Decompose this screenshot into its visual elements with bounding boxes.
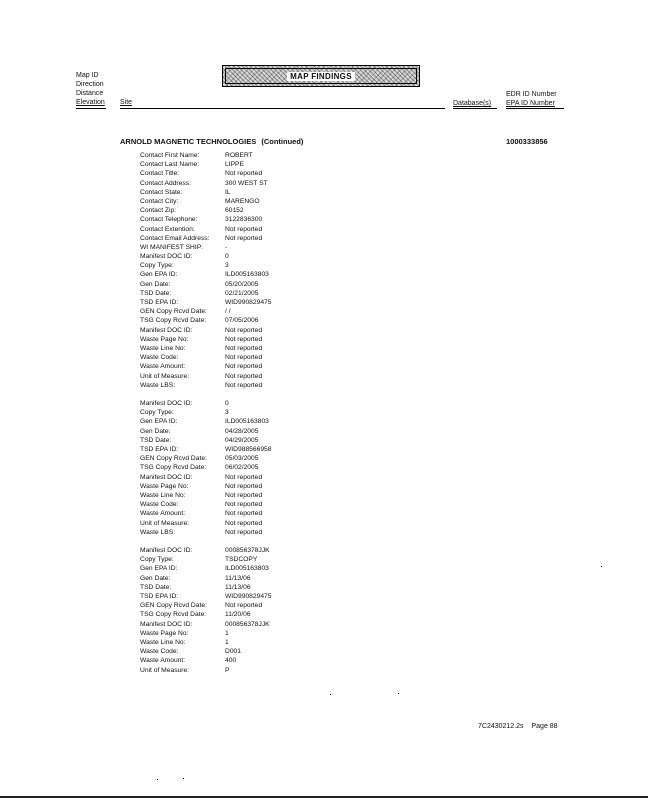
record-label: Waste LBS: — [140, 381, 176, 389]
record-row — [140, 408, 271, 417]
record-row — [140, 243, 271, 252]
record-row — [140, 307, 271, 316]
record-label: Contact State: — [140, 188, 183, 196]
record-value: / / — [225, 308, 231, 316]
record-value: ILD005163803 — [225, 271, 269, 279]
record-row — [140, 225, 271, 234]
record-label: WI MANIFEST SHIP: — [140, 243, 204, 251]
record-row — [140, 261, 271, 270]
record-label: Gen EPA ID: — [140, 565, 178, 573]
record-value: 000856378JJK — [225, 547, 270, 555]
record-row — [140, 555, 271, 564]
record-value: Not reported — [225, 602, 263, 610]
record-value: TSDCOPY — [225, 556, 258, 564]
record-label: Waste LBS: — [140, 528, 176, 536]
record-row — [140, 197, 271, 206]
record-row — [140, 399, 271, 408]
record-value: Not reported — [225, 473, 263, 481]
record-value: 11/13/06 — [225, 583, 251, 591]
record-row — [140, 638, 271, 647]
record-row — [140, 289, 271, 298]
map-id-label: Map ID — [76, 72, 99, 79]
record-row — [140, 372, 271, 381]
epa-id-label: EPA ID Number — [506, 100, 555, 107]
record-label: Waste Line No: — [140, 638, 186, 646]
record-row — [140, 335, 271, 344]
record-row — [140, 574, 271, 583]
record-label: Waste Line No: — [140, 344, 186, 352]
record-row — [140, 362, 271, 371]
record-value: Not reported — [225, 234, 263, 242]
record-value: 400 — [225, 657, 237, 665]
record-spacer — [140, 537, 271, 546]
record-row — [140, 583, 271, 592]
doc-number: 7C2430212.2s — [478, 723, 524, 730]
elevation-label: Elevation — [76, 99, 105, 106]
scan-speck — [398, 693, 399, 694]
record-label: Gen EPA ID: — [140, 271, 178, 279]
record-label: Waste Line No: — [140, 491, 186, 499]
record-label: Waste Amount: — [140, 363, 186, 371]
record-row — [140, 436, 271, 445]
record-row — [140, 234, 271, 243]
record-label: Copy Type: — [140, 556, 174, 564]
record-row — [140, 666, 271, 675]
record-label: TSD EPA ID: — [140, 299, 179, 306]
record-label: TSG Copy Rcvd Date: — [140, 464, 207, 472]
record-value: 07/05/2006 — [225, 317, 259, 325]
record-value: 05/03/2005 — [225, 455, 259, 463]
record-value: 0 — [225, 253, 229, 261]
record-value: D001 — [225, 648, 241, 656]
record-value: Not reported — [225, 170, 263, 178]
record-value: 1 — [225, 629, 229, 637]
record-value: Not reported — [225, 381, 263, 389]
record-value: 06/02/2005 — [225, 464, 259, 472]
record-row — [140, 344, 271, 353]
direction-label: Direction — [76, 81, 104, 88]
record-row — [140, 215, 271, 224]
record-value: LIPPE — [225, 161, 244, 169]
record-label: Gen EPA ID: — [140, 418, 178, 426]
record-label: Waste Amount: — [140, 510, 186, 518]
record-label: Waste Page No: — [140, 629, 189, 637]
record-label: Contact First Name: — [140, 152, 200, 159]
record-label: Contact City: — [140, 197, 179, 205]
record-value: 11/13/06 — [225, 574, 251, 582]
record-row — [140, 509, 271, 518]
record-value: 000856378JJK — [225, 620, 270, 628]
record-label: TSD Date: — [140, 583, 172, 591]
footer — [478, 723, 558, 730]
record-spacer — [140, 390, 271, 399]
record-label: Waste Code: — [140, 354, 179, 362]
record-label: Waste Page No: — [140, 482, 189, 490]
record-row — [140, 417, 271, 426]
record-value: Not reported — [225, 528, 263, 536]
record-label: TSD Date: — [140, 289, 172, 297]
header-left-labels — [76, 71, 105, 107]
database-label: Database(s) — [453, 100, 492, 107]
record-value: ROBERT — [225, 152, 253, 159]
scan-speck — [601, 566, 602, 567]
edr-id-value: 1000333856 — [506, 137, 548, 146]
record-value: Not reported — [225, 491, 263, 499]
map-findings-title-box — [222, 65, 420, 87]
record-value: 3 — [225, 262, 229, 270]
record-label: Gen Date: — [140, 574, 171, 582]
record-value: IL — [225, 188, 231, 196]
record-value: 02/21/2005 — [225, 289, 259, 297]
record-row — [140, 601, 271, 610]
record-label: Gen Date: — [140, 280, 171, 288]
record-row — [140, 610, 271, 619]
edr-id-label: EDR ID Number — [506, 91, 557, 98]
record-row — [140, 188, 271, 197]
record-label: Waste Page No: — [140, 335, 189, 343]
record-row — [140, 316, 271, 325]
site-heading — [120, 137, 303, 146]
scan-speck — [183, 778, 184, 779]
record-value: 3 — [225, 409, 229, 417]
record-row — [140, 169, 271, 178]
record-row — [140, 179, 271, 188]
distance-label: Distance — [76, 90, 104, 97]
record-value: Not reported — [225, 519, 263, 527]
record-row — [140, 326, 271, 335]
record-label: Contact Last Name: — [140, 161, 200, 169]
header-rule-left — [76, 108, 106, 109]
record-label: GEN Copy Rcvd Date: — [140, 455, 207, 463]
record-row — [140, 482, 271, 491]
record-label: Manifest DOC ID: — [140, 547, 193, 555]
record-label: GEN Copy Rcvd Date: — [140, 602, 207, 610]
record-list — [140, 151, 271, 675]
record-value: 300 WEST ST — [225, 179, 268, 187]
record-label: TSD EPA ID: — [140, 593, 179, 600]
record-label: Contact Zip: — [140, 207, 177, 215]
record-label: Contact Telephone: — [140, 216, 198, 224]
record-value: P — [225, 666, 230, 674]
record-label: TSD EPA ID: — [140, 446, 179, 453]
record-row — [140, 445, 271, 454]
record-label: Copy Type: — [140, 409, 174, 417]
record-label: Gen Date: — [140, 427, 171, 435]
record-value: 3122836300 — [225, 216, 263, 224]
record-value: Not reported — [225, 354, 263, 362]
record-label: GEN Copy Rcvd Date: — [140, 308, 207, 316]
record-value: 04/29/2005 — [225, 436, 259, 444]
record-label: Contact Title: — [140, 170, 180, 178]
record-label: Copy Type: — [140, 262, 174, 270]
record-row — [140, 280, 271, 289]
record-label: Manifest DOC ID: — [140, 473, 193, 481]
record-value: MARENGO — [225, 197, 260, 205]
record-label: Manifest DOC ID: — [140, 620, 193, 628]
record-label: TSG Copy Rcvd Date: — [140, 317, 207, 325]
page-title: MAP FINDINGS — [287, 72, 355, 81]
record-label: Contact Extention: — [140, 225, 195, 233]
record-value: Not reported — [225, 335, 263, 343]
record-value: 11/20/06 — [225, 611, 251, 619]
record-value: WID988566958 — [225, 446, 272, 453]
record-value: Not reported — [225, 510, 263, 518]
record-row — [140, 252, 271, 261]
record-value: 05/20/2005 — [225, 280, 259, 288]
record-value: Not reported — [225, 372, 263, 380]
record-row — [140, 427, 271, 436]
record-row — [140, 473, 271, 482]
record-value: ILD005163803 — [225, 565, 269, 573]
record-label: Unit of Measure: — [140, 666, 190, 674]
record-value: WID990829475 — [225, 299, 272, 306]
record-label: Contact Address: — [140, 179, 191, 187]
record-label: Unit of Measure: — [140, 519, 190, 527]
record-row — [140, 454, 271, 463]
scan-speck — [157, 779, 158, 780]
scan-bottom-edge — [0, 796, 648, 798]
header-rule-main — [120, 108, 445, 109]
record-value: Not reported — [225, 501, 263, 509]
page-number: Page 88 — [531, 723, 558, 730]
record-label: Contact Email Address: — [140, 234, 210, 242]
record-row — [140, 620, 271, 629]
record-value: ILD005163803 — [225, 418, 269, 426]
record-row — [140, 270, 271, 279]
record-value: 60152 — [225, 207, 244, 215]
record-row — [140, 656, 271, 665]
record-row — [140, 491, 271, 500]
record-label: Manifest DOC ID: — [140, 326, 193, 334]
record-row — [140, 151, 271, 160]
record-row — [140, 564, 271, 573]
record-row — [140, 463, 271, 472]
record-value: 04/28/2005 — [225, 427, 259, 435]
record-label: Manifest DOC ID: — [140, 400, 193, 408]
record-row — [140, 629, 271, 638]
record-label: TSG Copy Rcvd Date: — [140, 611, 207, 619]
record-label: Waste Amount: — [140, 657, 186, 665]
record-value: WID990829475 — [225, 593, 272, 600]
site-name: ARNOLD MAGNETIC TECHNOLOGIES — [120, 137, 257, 146]
record-value: 1 — [225, 638, 229, 646]
header-rule-db — [453, 108, 497, 109]
header-rule-right — [506, 108, 564, 109]
record-row — [140, 206, 271, 215]
record-value: Not reported — [225, 363, 263, 371]
record-value: Not reported — [225, 326, 263, 334]
record-row — [140, 381, 271, 390]
record-row — [140, 546, 271, 555]
record-row — [140, 519, 271, 528]
record-value: Not reported — [225, 482, 263, 490]
record-label: Manifest DOC ID: — [140, 253, 193, 261]
record-value: Not reported — [225, 225, 263, 233]
record-label: Waste Code: — [140, 501, 179, 509]
record-value: 0 — [225, 400, 229, 408]
record-row — [140, 500, 271, 509]
record-row — [140, 592, 271, 601]
record-row — [140, 160, 271, 169]
scan-speck — [330, 694, 331, 695]
record-value: - — [225, 243, 228, 251]
record-label: Unit of Measure: — [140, 372, 190, 380]
record-value: Not reported — [225, 344, 263, 352]
record-row — [140, 528, 271, 537]
record-row — [140, 647, 271, 656]
record-label: Waste Code: — [140, 648, 179, 656]
record-row — [140, 298, 271, 307]
site-label: Site — [120, 99, 133, 106]
record-label: TSD Date: — [140, 436, 172, 444]
continued-label: (Continued) — [261, 137, 304, 146]
record-row — [140, 353, 271, 362]
